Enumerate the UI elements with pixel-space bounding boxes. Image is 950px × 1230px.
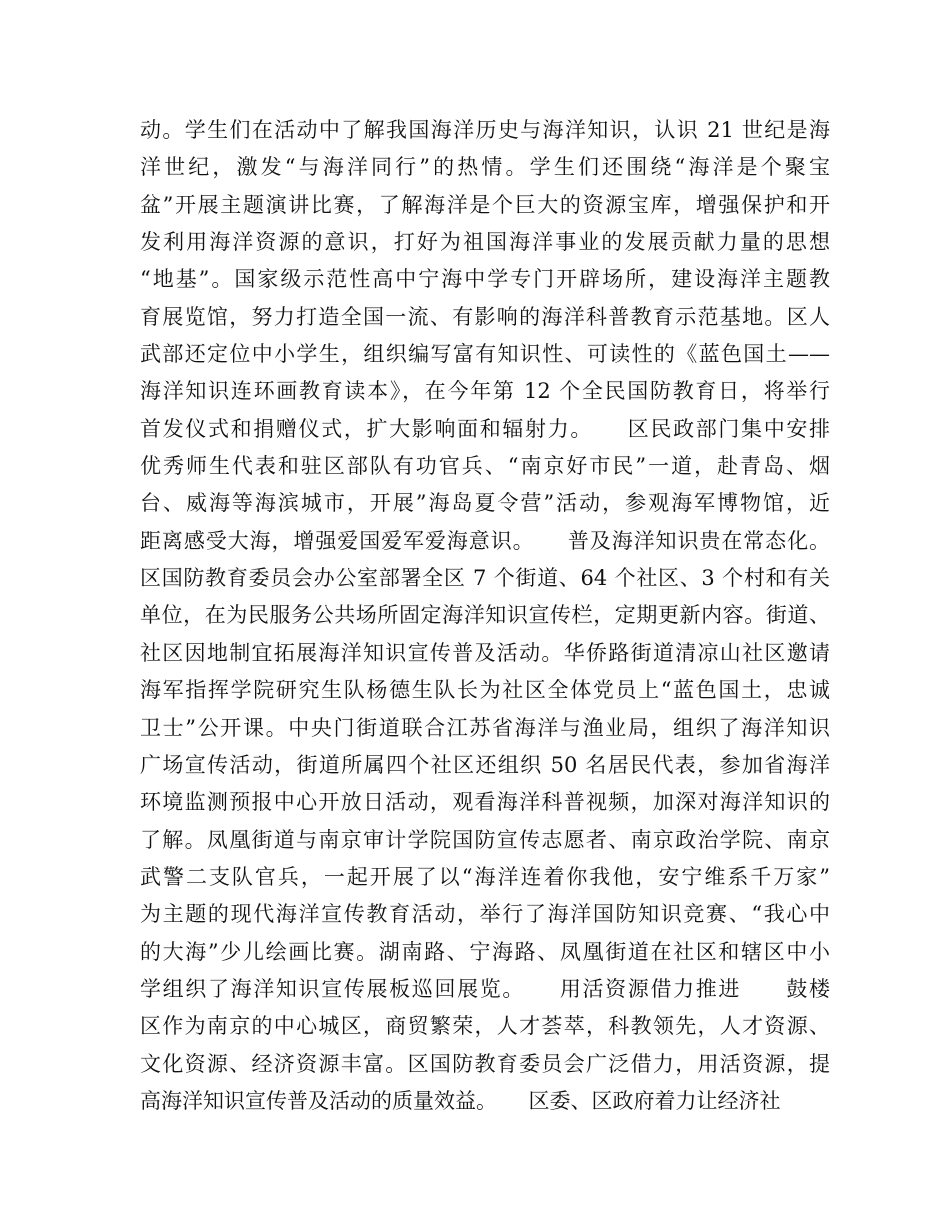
text-line: 武警二支队官兵，一起开展了以“海洋连着你我他，安宁维系千万家” [140,864,830,889]
text-line: 距离感受大海，增强爱国爱军爱海意识。 普及海洋知识贵在常态化。 [140,528,830,553]
text-line: 了解。凤凰街道与南京审计学院国防宣传志愿者、南京政治学院、南京 [140,827,830,852]
text-line: 育展览馆，努力打造全国一流、有影响的海洋科普教育示范基地。区人 [140,304,830,329]
text-line: 区作为南京的中心城区，商贸繁荣，人才荟萃，科教领先，人才资源、 [140,1014,830,1039]
body-text [140,112,830,1120]
text-line: 卫士”公开课。中央门街道联合江苏省海洋与渔业局，组织了海洋知识 [140,715,830,740]
text-line: 区国防教育委员会办公室部署全区 7 个街道、64 个社区、3 个村和有关 [140,566,830,591]
text-line: 社区因地制宜拓展海洋知识宣传普及活动。华侨路街道清凉山社区邀请 [140,640,830,665]
text-line: 动。学生们在活动中了解我国海洋历史与海洋知识，认识 21 世纪是海 [140,118,830,142]
text-line: 学组织了海洋知识宣传展板巡回展览。 用活资源借力推进 鼓楼 [140,976,830,1001]
text-line: 海军指挥学院研究生队杨德生队长为社区全体党员上“蓝色国土，忠诚 [140,678,830,703]
text-line: 环境监测预报中心开放日活动，观看海洋科普视频，加深对海洋知识的 [140,790,830,815]
text-line: 为主题的现代海洋宣传教育活动，举行了海洋国防知识竞赛、“我心中 [140,902,830,927]
text-line: 洋世纪，激发“与海洋同行”的热情。学生们还围绕“海洋是个聚宝 [140,155,830,180]
text-line: 海洋知识连环画教育读本》，在今年第 12 个全民国防教育日，将举行 [140,379,830,404]
text-line: 武部还定位中小学生，组织编写富有知识性、可读性的《蓝色国土—— [140,342,830,367]
text-line: 单位，在为民服务公共场所固定海洋知识宣传栏，定期更新内容。街道、 [140,603,830,628]
text-line: 发利用海洋资源的意识，打好为祖国海洋事业的发展贡献力量的思想 [140,230,830,255]
text-line: 优秀师生代表和驻区部队有功官兵、“南京好市民”一道，赴青岛、烟 [140,454,830,479]
text-line: 高海洋知识宣传普及活动的质量效益。 区委、区政府着力让经济社 [140,1088,781,1113]
text-line: 首发仪式和捐赠仪式，扩大影响面和辐射力。 区民政部门集中安排 [140,416,830,441]
text-line: 文化资源、经济资源丰富。区国防教育委员会广泛借力，用活资源，提 [140,1051,830,1076]
text-line: 的大海”少儿绘画比赛。湖南路、宁海路、凤凰街道在社区和辖区中小 [140,939,830,964]
text-line: 盆”开展主题演讲比赛，了解海洋是个巨大的资源宝库，增强保护和开 [140,192,830,217]
text-line: 台、威海等海滨城市，开展”海岛夏令营”活动，参观海军博物馆，近 [140,491,830,516]
text-line: “地基”。国家级示范性高中宁海中学专门开辟场所，建设海洋主题教 [140,267,830,292]
text-line: 广场宣传活动，街道所属四个社区还组织 50 名居民代表，参加省海洋 [140,752,830,777]
